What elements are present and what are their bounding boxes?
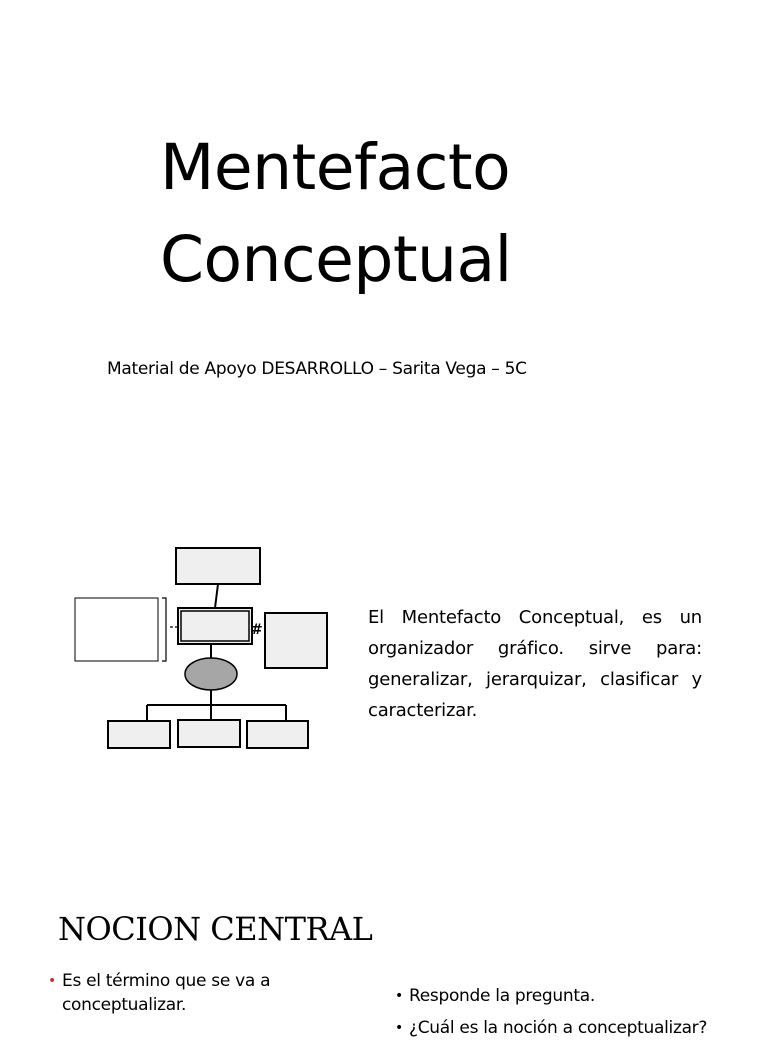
mentefacto-diagram (70, 540, 340, 760)
infraordinate-ellipse (185, 658, 237, 690)
isoordinate-box (75, 598, 158, 661)
list-item: • Es el término que se va a conceptualizar. (46, 969, 336, 1017)
supraordinate-box (176, 548, 260, 584)
right-bullet-list (393, 984, 723, 1048)
left-bullet-list (46, 969, 336, 1017)
subclass-box-3 (247, 721, 308, 748)
subclass-box-2 (178, 720, 240, 747)
isoordinate-bracket (162, 598, 166, 661)
list-item: • ¿Cuál es la noción a conceptualizar? (393, 1016, 723, 1040)
exclusion-box (265, 613, 327, 668)
section-title: NOCION CENTRAL (58, 910, 373, 948)
list-item: • Responde la pregunta. (393, 984, 723, 1008)
connector-top (215, 584, 218, 608)
exclusion-mark: # (251, 622, 263, 638)
diagram-description: El Mentefacto Conceptual, es un organizador gráfico. sirve para: generalizar, jerarquizar, clasificar y caracterizar. (368, 607, 702, 721)
title-line-2: Conceptual (160, 223, 512, 296)
title-line-1: Mentefacto (160, 131, 511, 204)
slide-subtitle: Material de Apoyo DESARROLLO – Sarita Vega – 5C (107, 359, 527, 379)
slide-title (160, 122, 512, 306)
central-box (178, 608, 252, 644)
subclass-box-1 (108, 721, 170, 748)
